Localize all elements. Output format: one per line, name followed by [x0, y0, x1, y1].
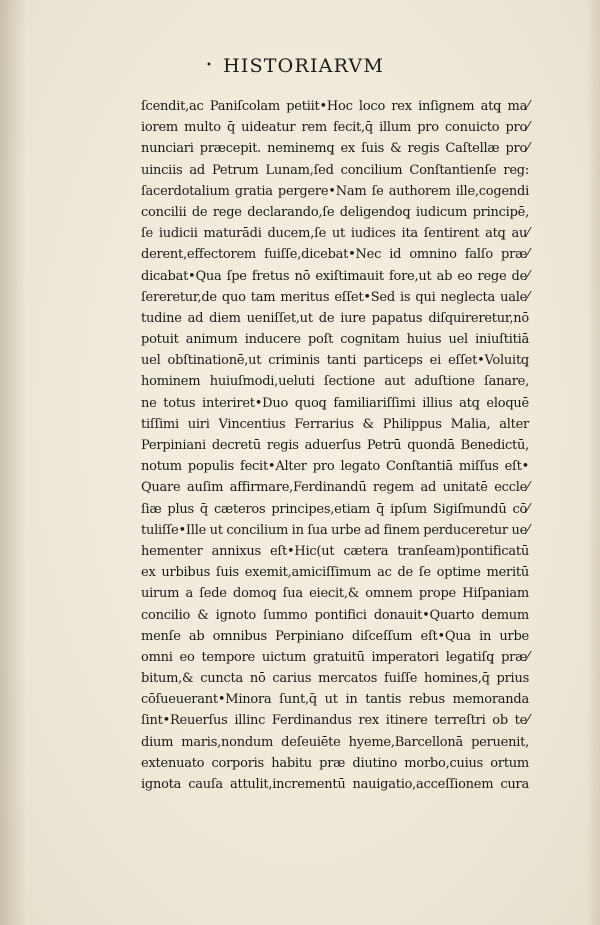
text-line: Quare auſim affirmare,Ferdinandū regem ad unitatē eccle⁄ [141, 480, 529, 496]
text-line: nunciari præcepit. neminemq̧ ex ſuis & regis Caſtellæ pro⁄ [141, 141, 529, 157]
text-line: dicabat•Qua ſpe fretus nō exiſtimauit fore,ut ab eo rege de⁄ [141, 268, 529, 284]
text-line: concilii de rege declarando,ſe deligendoq̧ iudicum principē, [141, 204, 529, 220]
text-line: tudine ad diem ueniſſet,ut de iure papatus diſquireretur,nō [141, 310, 529, 326]
text-line: uirum a ſede domoq̧ ſua eiecit,& omnem prope Hiſpaniam [141, 586, 529, 602]
text-line: ſint•Reuerſus illinc Ferdinandus rex itinere terreſtri ob te⁄ [141, 713, 529, 729]
text-line: ignota cauſa attulit,incrementū nauigatio,acceſſionem cura [141, 777, 529, 792]
text-line: ſereretur,de quo tam meritus eſſet•Sed is qui neglecta uale⁄ [141, 289, 529, 305]
text-line: ex urbibus ſuis exemit,amiciſſimum ac de ſe optime meritū [141, 565, 529, 581]
text-line: menſe ab omnibus Perpiniano diſceſſum eſt•Qua in urbe [141, 628, 529, 644]
running-head-mark: • [206, 60, 214, 71]
text-line: Perpiniani decretū regis aduerſus Petrū quondā Benedictū, [141, 438, 529, 453]
text-block [141, 96, 529, 795]
text-line: ſcendit,ac Paniſcolam petiit•Hoc loco rex inſignem atq̧ ma⁄ [141, 99, 529, 114]
text-line: cōſueuerant•Minora ſunt,q̄ ut in tantis rebus memoranda [141, 692, 529, 708]
text-line: uel obſtinationē,ut criminis tanti particeps ei eſſet•Voluitq̧ [141, 353, 529, 369]
text-line: concilio & ignoto ſummo pontifici donauit•Quarto demum [141, 607, 529, 623]
text-line: potuit animum inducere poſt cognitam huius uel iniuſtitiā [141, 332, 529, 348]
text-line: dium maris,nondum deſeuiēte hyeme,Barcellonā peruenit, [141, 734, 529, 750]
text-line: iorem multo q̄ uideatur rem fecit,q̄ illum pro conuicto pro⁄ [141, 120, 529, 136]
text-line: omni eo tempore uictum gratuitū imperatori legatiſq̧ præ⁄ [141, 649, 529, 665]
text-line: hominem huiuſmodi,ueluti ſectione aut aduſtione ſanare, [141, 374, 529, 390]
text-line: derent,effectorem fuiſſe,dicebat•Nec id omnino falſo præ⁄ [141, 247, 529, 263]
text-line: ſe iudicii maturādi ducem,ſe ut iudices ita ſentirent atq̧ au⁄ [141, 226, 529, 242]
running-head-title: HISTORIARVM [223, 55, 384, 77]
text-line: ſacerdotalium gratia pergere•Nam ſe authorem ille,cogendi [141, 183, 529, 199]
text-line: ne totus interiret•Duo quoq̧ familiariſſimi illius atq̧ eloquē [141, 395, 529, 411]
text-line: hementer annixus eſt•Hic(ut cætera tranſeam)pontificatū [141, 543, 529, 559]
text-line: tuliſſe•Ille ut concilium in ſua urbe ad finem perduceretur ue⁄ [141, 522, 529, 538]
text-line: bitum,& cuncta nō carius mercatos fuiſſe homines,q̄ prius [141, 671, 529, 687]
text-line: ſiæ plus q̄ cæteros principes,etiam q̄ ipſum Sigiſmundū cō⁄ [141, 501, 529, 517]
text-line: uinciis ad Petrum Lunam,ſed concilium Conſtantienſe reg: [141, 162, 529, 178]
text-line: extenuato corporis habitu præ diutino morbo,cuius ortum [141, 755, 529, 771]
text-line: notum populis fecit•Alter pro legato Conſtantiā miſſus eſt• [141, 459, 529, 475]
running-head [0, 55, 600, 77]
text-line: tiſſimi uiri Vincentius Ferrarius & Philippus Malia, alter [141, 416, 529, 432]
